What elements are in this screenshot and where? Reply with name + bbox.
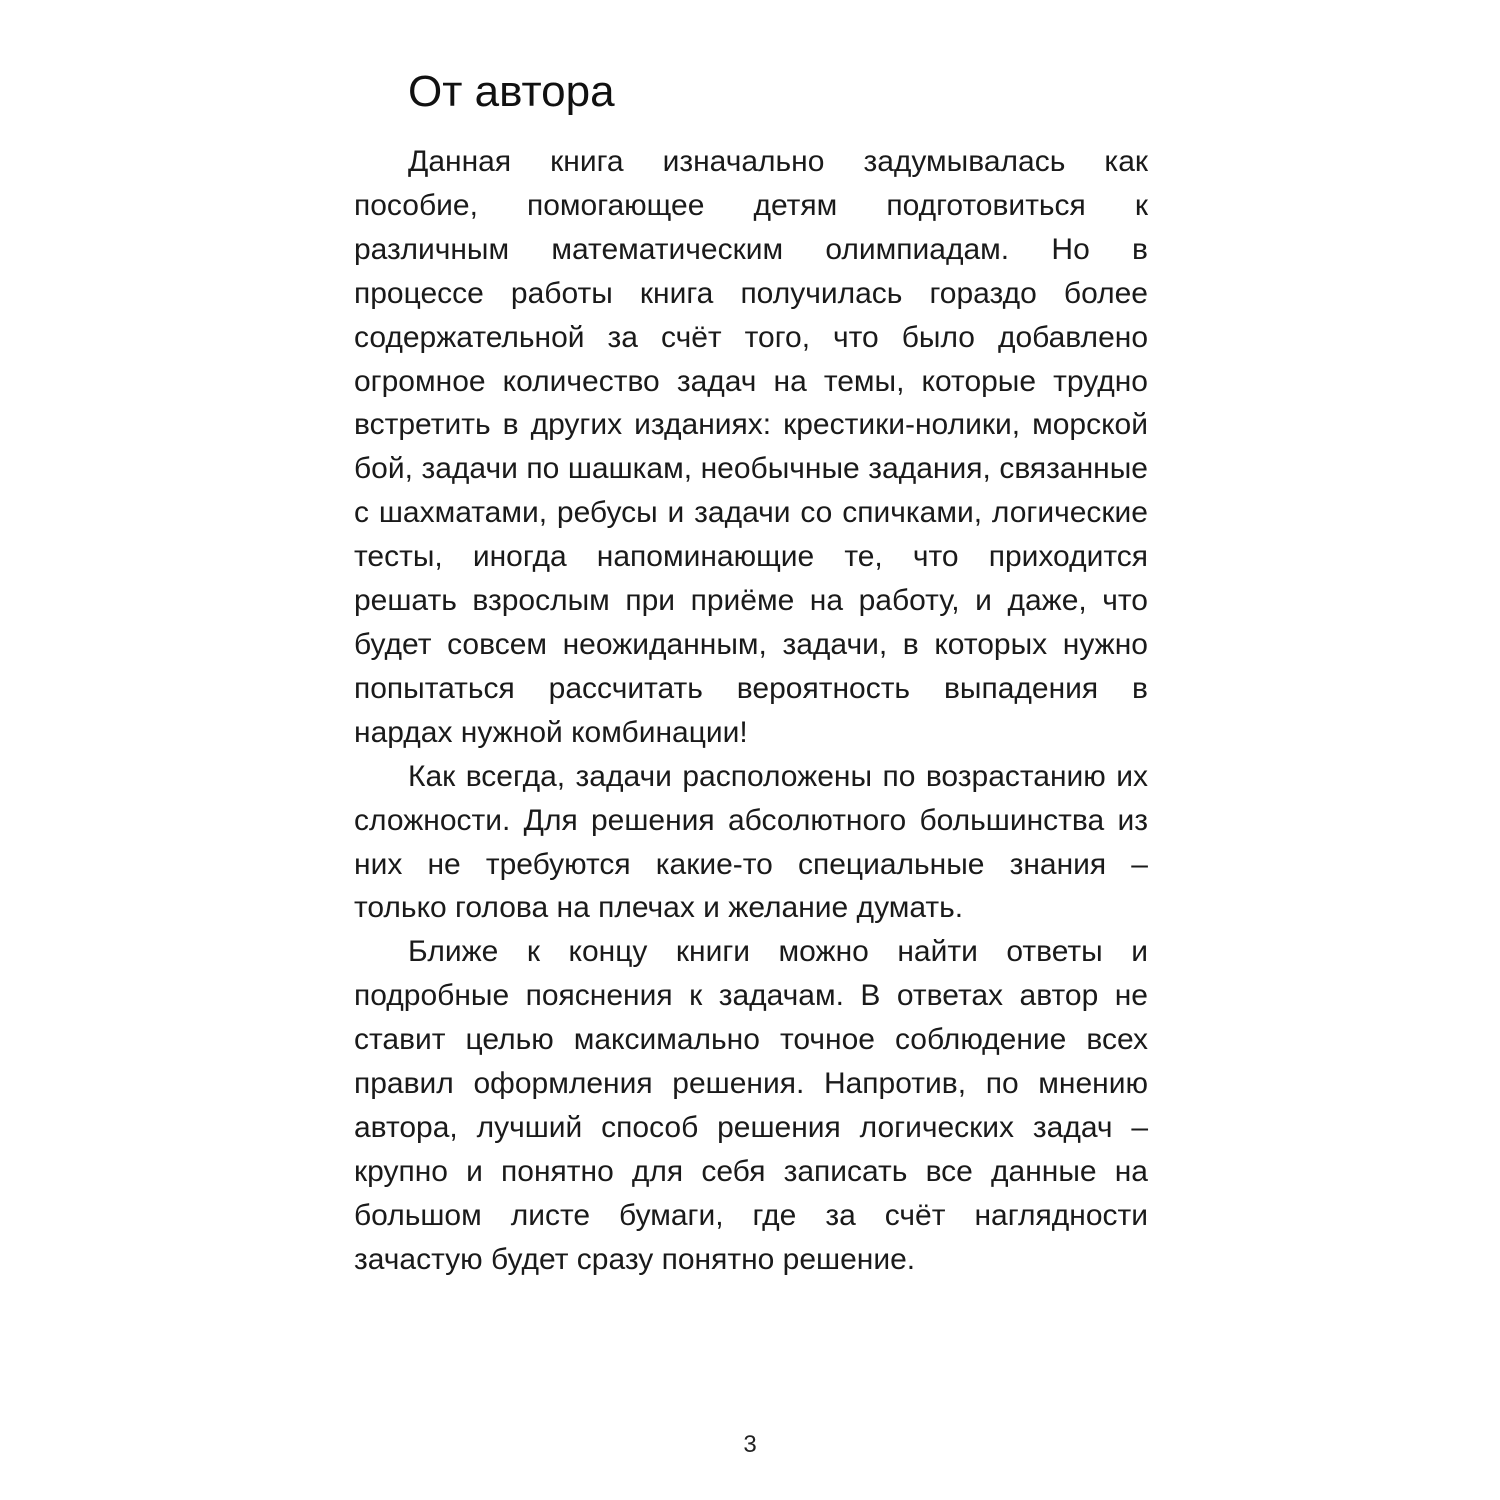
paragraph-3: Ближе к концу книги можно найти ответы и подробные пояснения к задачам. В ответах автор не ставит целью максимально точное соблюдение всех правил оформления решения. Напротив, по мнению автора, лучший способ решения логических задач – крупно и понятно для себя записать все данные на большом листе бумаги, где за счёт наглядности зачастую будет сразу понятно решение. — [354, 935, 1148, 1276]
paragraph-1: Данная книга изначально задумывалась как пособие, помогающее детям подготовиться к различным математическим олимпиадам. Но в процессе работы книга получилась гораздо более содержательной за счёт того, что было добавлено огромное количество задач на темы, которые трудно встретить в других изданиях: крестики-нолики, морской бой, задачи по шашкам, необычные задания, связанные с шахматами, ребусы и задачи со спичками, логические тесты, иногда напоминающие те, что приходится решать взрослым при приёме на работу, и даже, что будет совсем неожиданным, задачи, в которых нужно попытаться рассчитать вероятность выпадения в нардах нужной комбинации! — [354, 145, 1148, 749]
page-title: От автора — [408, 67, 615, 116]
body-text — [354, 140, 1148, 1282]
paragraph-2: Как всегда, задачи расположены по возрастанию их сложности. Для решения абсолютного большинства из них не требуются какие-то специальные знания – только голова на плечах и желание думать. — [354, 759, 1148, 925]
page-number: 3 — [743, 1431, 757, 1458]
